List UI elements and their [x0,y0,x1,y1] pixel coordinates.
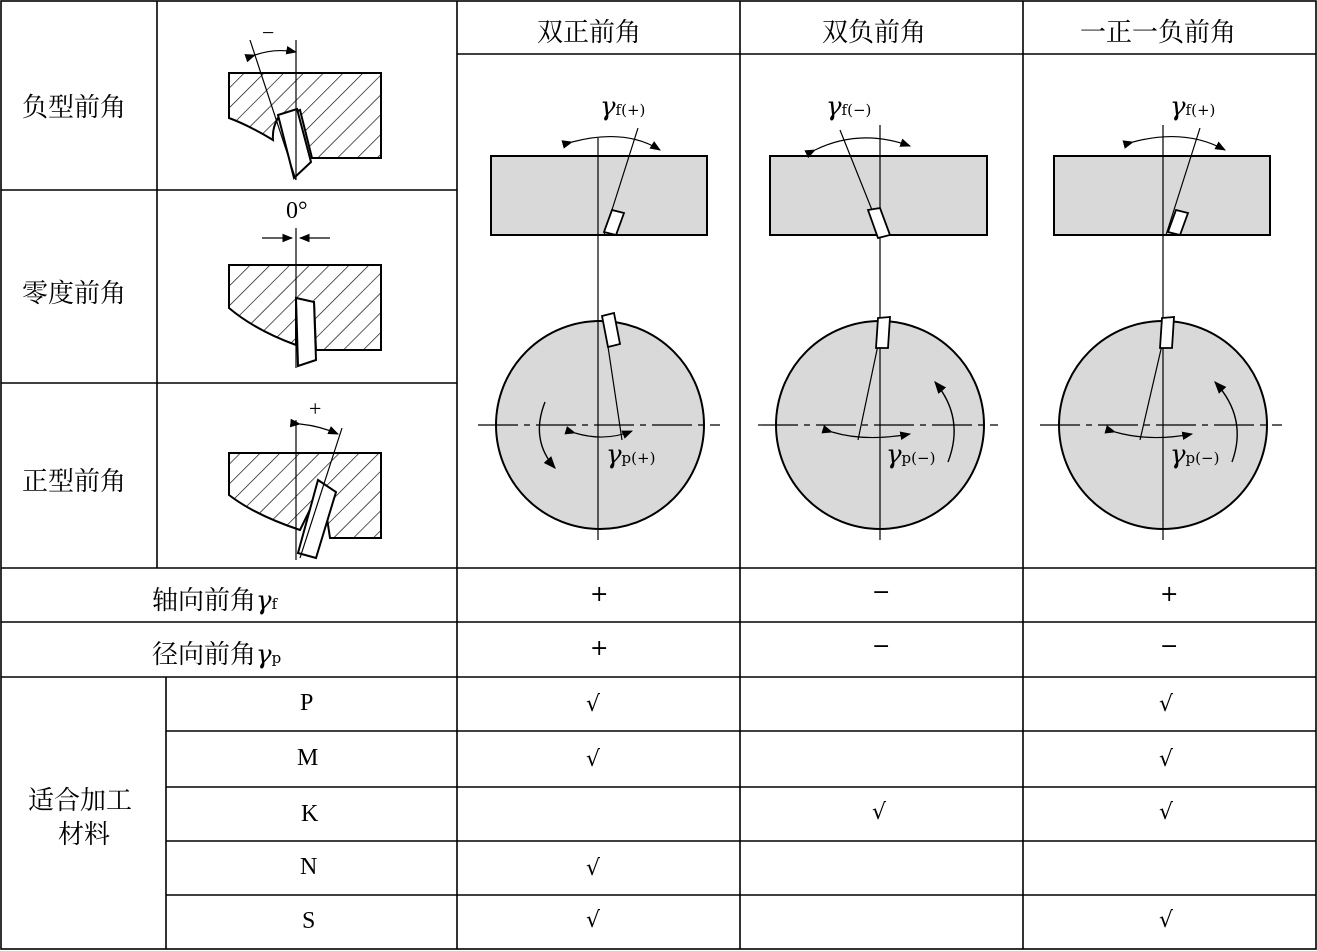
materials-group-label-line2: 材料 [58,820,111,850]
material-name-s: S [302,908,316,934]
material-s-mark-3: √ [1159,908,1174,933]
double-positive-diagram [478,128,720,540]
material-name-m: M [297,745,319,771]
radial-rake-label: 径向前角γp [152,640,282,670]
header-double-negative: 双负前角 [822,18,927,48]
rake-label-zero: 零度前角 [22,279,127,309]
gamma-p-label-2: γp(−) [886,440,936,470]
sign-positive: + [309,396,322,421]
material-s-mark-1: √ [586,908,601,933]
material-k-mark-2: √ [872,800,887,825]
gamma-p-label-1: γp(+) [606,440,656,470]
zero-rake-sketch [229,228,381,368]
radial-value-1: + [590,636,609,661]
material-p-mark-1: √ [586,692,601,717]
material-m-mark-1: √ [586,747,601,772]
material-n-mark-1: √ [586,856,601,881]
axial-value-2: − [872,580,891,605]
materials-group-label-line1: 适合加工 [28,786,133,816]
mixed-rake-diagram [1040,125,1282,540]
radial-value-3: − [1160,634,1179,659]
axial-rake-label: 轴向前角γf [152,586,278,616]
gamma-f-label-1: γf(+) [600,92,646,122]
material-p-mark-3: √ [1159,692,1174,717]
material-m-mark-3: √ [1159,747,1174,772]
material-k-mark-3: √ [1159,800,1174,825]
header-double-positive: 双正前角 [537,18,642,48]
material-name-n: N [300,854,318,880]
sign-zero: 0° [286,198,308,224]
rake-label-negative: 负型前角 [22,93,127,123]
radial-value-2: − [872,634,891,659]
header-mixed: 一正一负前角 [1080,18,1237,48]
axial-value-1: + [590,582,609,607]
positive-rake-sketch [229,420,381,560]
axial-value-3: + [1160,582,1179,607]
gamma-f-label-2: γf(−) [826,92,872,122]
sign-negative: − [262,20,275,45]
double-negative-diagram [758,125,998,540]
rake-label-positive: 正型前角 [22,467,127,497]
gamma-p-label-3: γp(−) [1170,440,1220,470]
material-name-p: P [300,690,314,716]
gamma-f-label-3: γf(+) [1170,92,1216,122]
material-name-k: K [301,801,319,827]
negative-rake-sketch [229,40,381,180]
